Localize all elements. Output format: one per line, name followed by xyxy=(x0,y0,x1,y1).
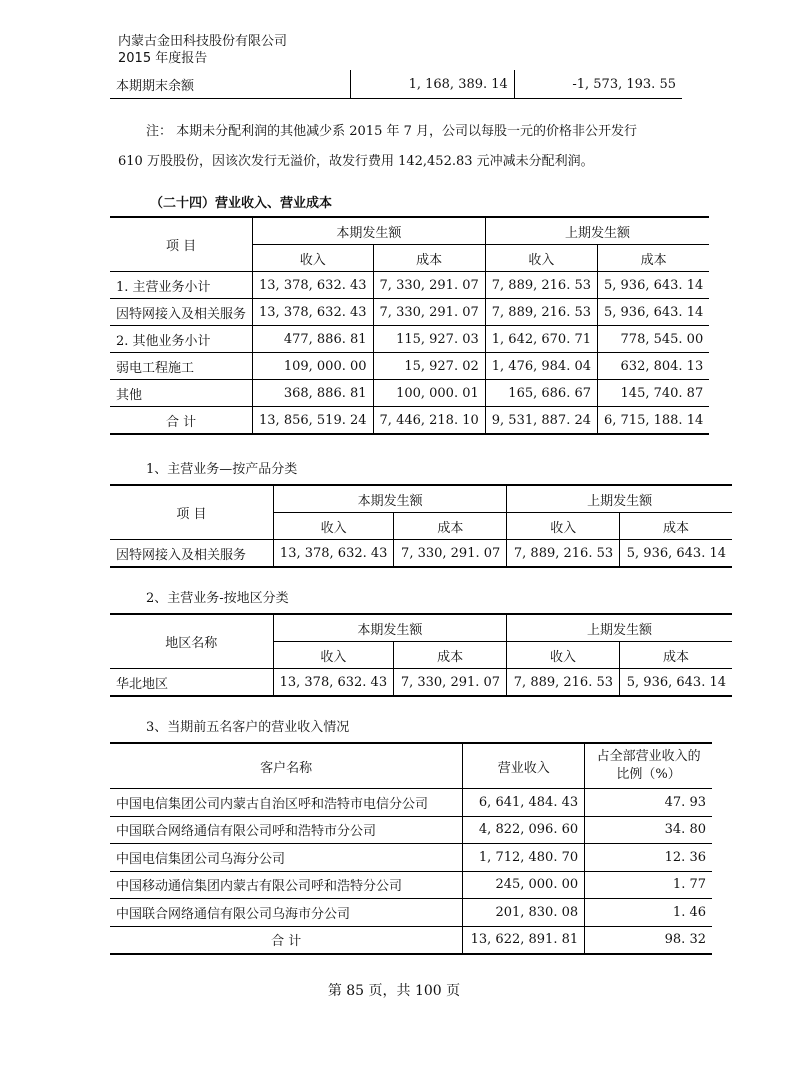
cell: 47. 93 xyxy=(585,789,712,817)
balance-table xyxy=(110,70,682,99)
cell: 7, 889, 216. 53 xyxy=(507,540,620,568)
customer-name: 中国电信集团公司乌海分公司 xyxy=(110,844,463,872)
table-row xyxy=(110,299,709,326)
cell: 6, 641, 484. 43 xyxy=(463,789,585,817)
income-header: 营业收入 xyxy=(463,743,585,789)
table-row xyxy=(110,669,732,697)
table-row xyxy=(110,272,709,299)
cell: 7, 889, 216. 53 xyxy=(485,299,597,326)
row-label: 因特网接入及相关服务 xyxy=(110,540,273,568)
cell: 201, 830. 08 xyxy=(463,899,585,927)
customer-name: 中国联合网络通信有限公司乌海市分公司 xyxy=(110,899,463,927)
customer-name-header: 客户名称 xyxy=(110,743,463,789)
table-header-row xyxy=(110,217,709,245)
row-label: 因特网接入及相关服务 xyxy=(110,299,253,326)
table-row xyxy=(110,789,712,817)
table-row xyxy=(110,326,709,353)
prior-period-header: 上期发生额 xyxy=(507,614,732,642)
page-number: 第 85 页，共 100 页 xyxy=(327,983,461,999)
cell: 4, 822, 096. 60 xyxy=(463,816,585,844)
total-row xyxy=(110,926,712,954)
current-period-header: 本期发生额 xyxy=(273,614,506,642)
table-header-row xyxy=(110,743,712,789)
item-header: 项 目 xyxy=(110,485,273,540)
cell: 778, 545. 00 xyxy=(598,326,710,353)
ratio-header xyxy=(585,743,712,789)
cell: 5, 936, 643. 14 xyxy=(598,299,710,326)
note-line-1: 注： 本期未分配利润的其他减少系 2015 年 7 月，公司以每股一元的价格非公开发行 xyxy=(146,124,638,139)
table-row xyxy=(110,70,682,99)
cell: 368, 886. 81 xyxy=(253,380,374,407)
report-year: 2015 年度报告 xyxy=(118,51,208,66)
table-header-row xyxy=(110,485,732,513)
cell: 6, 715, 188. 14 xyxy=(598,407,710,435)
row-label: 2. 其他业务小计 xyxy=(110,326,253,353)
prior-period-header: 上期发生额 xyxy=(507,485,732,513)
cell: 109, 000. 00 xyxy=(253,353,374,380)
current-period-header: 本期发生额 xyxy=(253,217,486,245)
cell: 34. 80 xyxy=(585,816,712,844)
cell: 7, 889, 216. 53 xyxy=(507,669,620,697)
by-product-title: 1、主营业务—按产品分类 xyxy=(146,462,298,477)
table-header-row xyxy=(110,614,732,642)
ratio-header-line-2: 比例（%） xyxy=(616,767,681,782)
balance-current: 1, 168, 389. 14 xyxy=(350,70,514,99)
cell: 5, 936, 643. 14 xyxy=(598,272,710,299)
cell: 7, 889, 216. 53 xyxy=(485,272,597,299)
balance-prior: -1, 573, 193. 55 xyxy=(514,70,682,99)
ratio-header-line-1: 占全部营业收入的 xyxy=(596,749,701,764)
customer-name: 中国电信集团公司内蒙古自治区呼和浩特市电信分公司 xyxy=(110,789,463,817)
income-header: 收入 xyxy=(253,245,374,272)
total-label: 合 计 xyxy=(110,407,253,435)
cell: 7, 330, 291. 07 xyxy=(394,540,507,568)
by-product-table xyxy=(110,484,732,568)
cell: 5, 936, 643. 14 xyxy=(620,540,732,568)
cell: 1, 712, 480. 70 xyxy=(463,844,585,872)
prior-period-header: 上期发生额 xyxy=(485,217,709,245)
cell: 1, 476, 984. 04 xyxy=(485,353,597,380)
row-label: 其他 xyxy=(110,380,253,407)
current-period-header: 本期发生额 xyxy=(273,485,506,513)
cost-header: 成本 xyxy=(598,245,710,272)
income-header: 收入 xyxy=(507,513,620,540)
row-label: 弱电工程施工 xyxy=(110,353,253,380)
section-title: （二十四）营业收入、营业成本 xyxy=(150,196,333,211)
cost-header: 成本 xyxy=(394,642,507,669)
cell: 13, 378, 632. 43 xyxy=(253,272,374,299)
top-customers-title: 3、当期前五名客户的营业收入情况 xyxy=(146,720,350,735)
cell: 7, 330, 291. 07 xyxy=(394,669,507,697)
cost-header: 成本 xyxy=(620,513,732,540)
income-header: 收入 xyxy=(273,642,394,669)
cost-header: 成本 xyxy=(620,642,732,669)
revenue-cost-table xyxy=(110,216,709,435)
income-header: 收入 xyxy=(273,513,394,540)
income-header: 收入 xyxy=(507,642,620,669)
customer-name: 中国移动通信集团内蒙古有限公司呼和浩特分公司 xyxy=(110,871,463,899)
cell: 7, 330, 291. 07 xyxy=(373,272,485,299)
region-header: 地区名称 xyxy=(110,614,273,669)
cell: 98. 32 xyxy=(585,926,712,954)
table-row xyxy=(110,871,712,899)
table-row xyxy=(110,844,712,872)
cell: 13, 378, 632. 43 xyxy=(253,299,374,326)
note-line-2: 610 万股股份，因该次发行无溢价，故发行费用 142,452.83 元冲减未分配利润。 xyxy=(118,154,594,169)
cell: 245, 000. 00 xyxy=(463,871,585,899)
cell: 100, 000. 01 xyxy=(373,380,485,407)
cell: 1. 77 xyxy=(585,871,712,899)
row-label: 1. 主营业务小计 xyxy=(110,272,253,299)
cell: 165, 686. 67 xyxy=(485,380,597,407)
cell: 145, 740. 87 xyxy=(598,380,710,407)
company-name: 内蒙古金田科技股份有限公司 xyxy=(118,34,288,49)
table-row xyxy=(110,353,709,380)
by-region-table xyxy=(110,613,732,697)
cell: 9, 531, 887. 24 xyxy=(485,407,597,435)
item-header: 项 目 xyxy=(110,217,253,272)
by-region-title: 2、主营业务-按地区分类 xyxy=(146,591,289,606)
table-row xyxy=(110,540,732,568)
balance-label: 本期期末余额 xyxy=(116,78,195,94)
cell: 1. 46 xyxy=(585,899,712,927)
cell: 7, 446, 218. 10 xyxy=(373,407,485,435)
cell: 115, 927. 03 xyxy=(373,326,485,353)
top-customers-table xyxy=(110,742,712,955)
table-row xyxy=(110,380,709,407)
cell: 13, 622, 891. 81 xyxy=(463,926,585,954)
cell: 5, 936, 643. 14 xyxy=(620,669,732,697)
total-row xyxy=(110,407,709,435)
cost-header: 成本 xyxy=(373,245,485,272)
cell: 15, 927. 02 xyxy=(373,353,485,380)
row-label: 华北地区 xyxy=(110,669,273,697)
cell: 1, 642, 670. 71 xyxy=(485,326,597,353)
cell: 13, 378, 632. 43 xyxy=(273,669,394,697)
table-row xyxy=(110,816,712,844)
income-header: 收入 xyxy=(485,245,597,272)
cell: 12. 36 xyxy=(585,844,712,872)
total-label: 合 计 xyxy=(110,926,463,954)
cost-header: 成本 xyxy=(394,513,507,540)
customer-name: 中国联合网络通信有限公司呼和浩特市分公司 xyxy=(110,816,463,844)
cell: 7, 330, 291. 07 xyxy=(373,299,485,326)
cell: 13, 856, 519. 24 xyxy=(253,407,374,435)
cell: 632, 804. 13 xyxy=(598,353,710,380)
cell: 13, 378, 632. 43 xyxy=(273,540,394,568)
table-row xyxy=(110,899,712,927)
cell: 477, 886. 81 xyxy=(253,326,374,353)
